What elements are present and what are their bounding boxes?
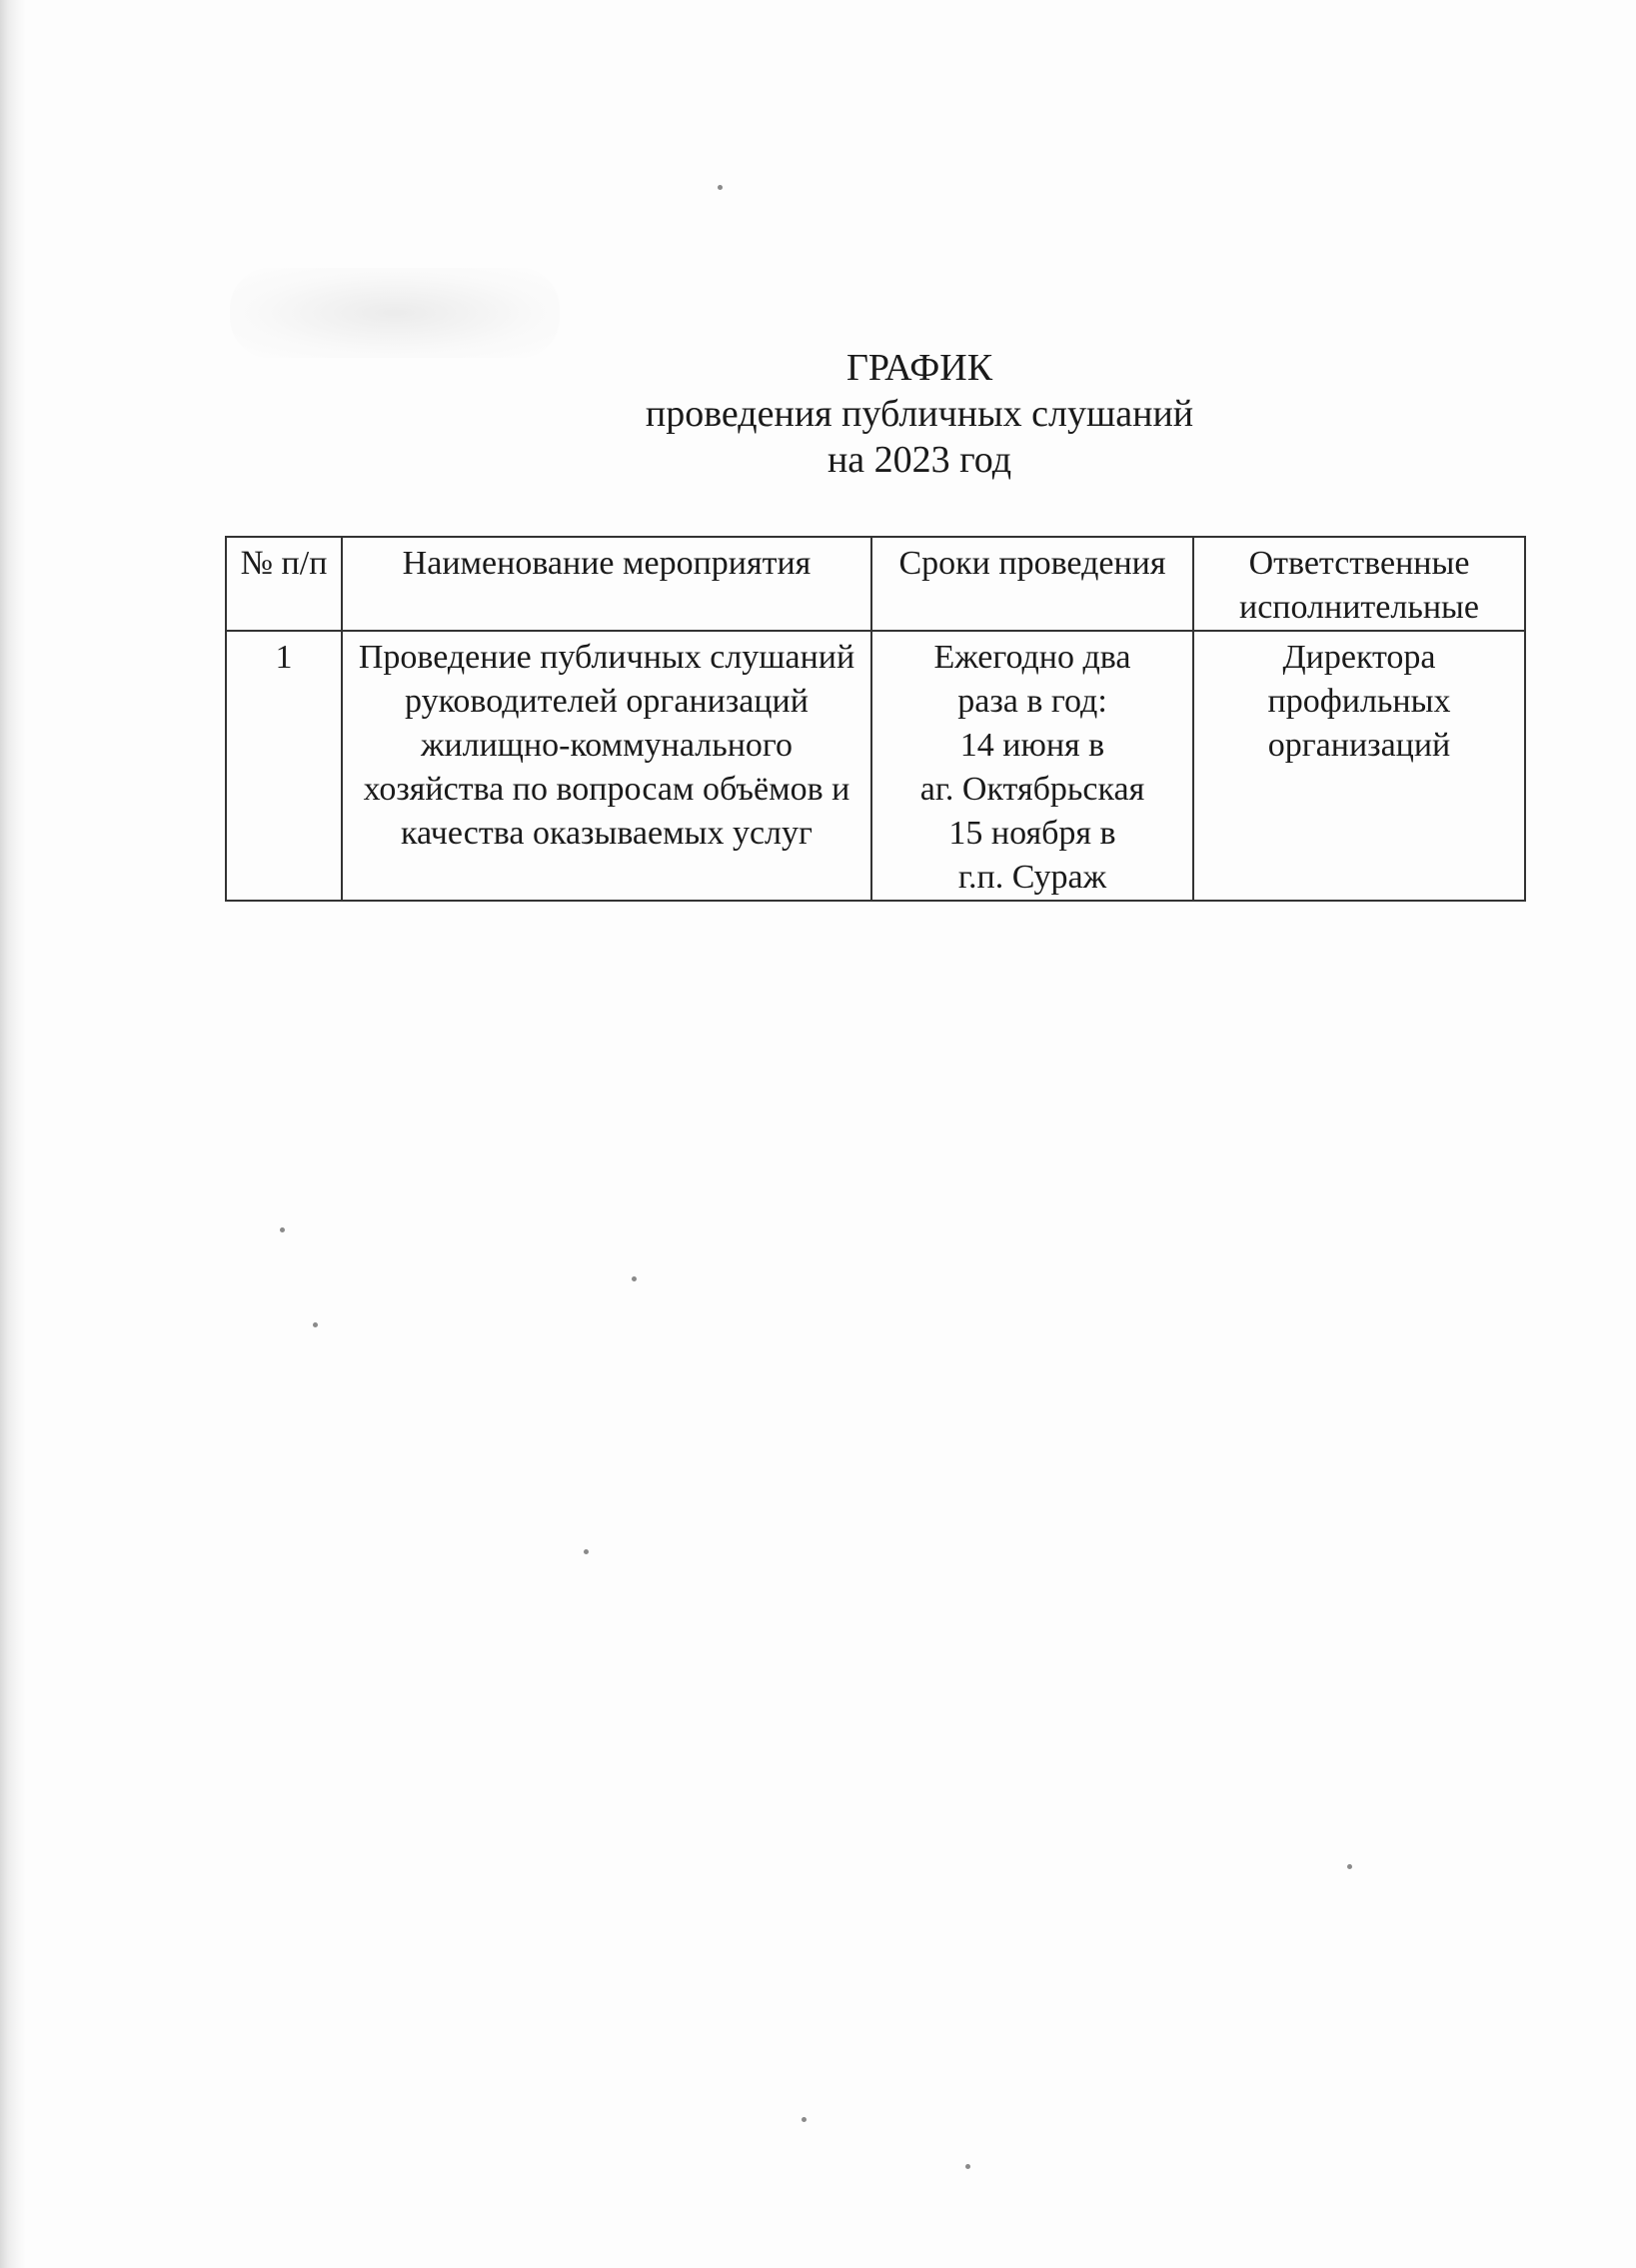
title-line-2: проведения публичных слушаний xyxy=(645,393,1194,435)
scan-speck xyxy=(313,1322,318,1327)
scan-edge-shadow xyxy=(0,0,26,2268)
scan-speck xyxy=(1347,1864,1352,1869)
hearings-schedule-table xyxy=(225,536,1526,902)
cell-responsible xyxy=(1193,631,1525,901)
dates-line: г.п. Сураж xyxy=(957,859,1107,896)
dates-line: 14 июня в xyxy=(959,727,1105,764)
responsible-line: Директора xyxy=(1282,639,1436,676)
title-line-1: ГРАФИК xyxy=(845,347,993,389)
responsible-line: организаций xyxy=(1267,727,1451,764)
dates-line: Ежегодно два xyxy=(933,639,1131,676)
dates-line: аг. Октябрьская xyxy=(919,771,1145,808)
scan-speck xyxy=(718,185,723,190)
title-line-3: на 2023 год xyxy=(826,439,1012,481)
scan-speck xyxy=(965,2164,970,2169)
scan-speck xyxy=(802,2117,807,2122)
scan-speck xyxy=(632,1276,637,1281)
dates-line: 15 ноября в xyxy=(948,815,1116,852)
document-title xyxy=(0,345,1636,483)
header-responsible: Ответственные исполнительные xyxy=(1193,537,1525,631)
table-header-row xyxy=(226,537,1525,631)
scan-speck xyxy=(584,1549,589,1554)
header-dates: Сроки проведения xyxy=(871,537,1193,631)
cell-dates xyxy=(871,631,1193,901)
table-row xyxy=(226,631,1525,901)
header-name: Наименование мероприятия xyxy=(342,537,871,631)
cell-name: Проведение публичных слушаний руководителей организаций жилищно-коммунального хозяйства по вопросам объёмов и качества оказываемых услуг xyxy=(342,631,871,901)
cell-number: 1 xyxy=(226,631,342,901)
header-number: № п/п xyxy=(226,537,342,631)
responsible-line: профильных xyxy=(1267,683,1451,720)
scan-speck xyxy=(280,1227,285,1232)
dates-line: раза в год: xyxy=(957,683,1107,720)
